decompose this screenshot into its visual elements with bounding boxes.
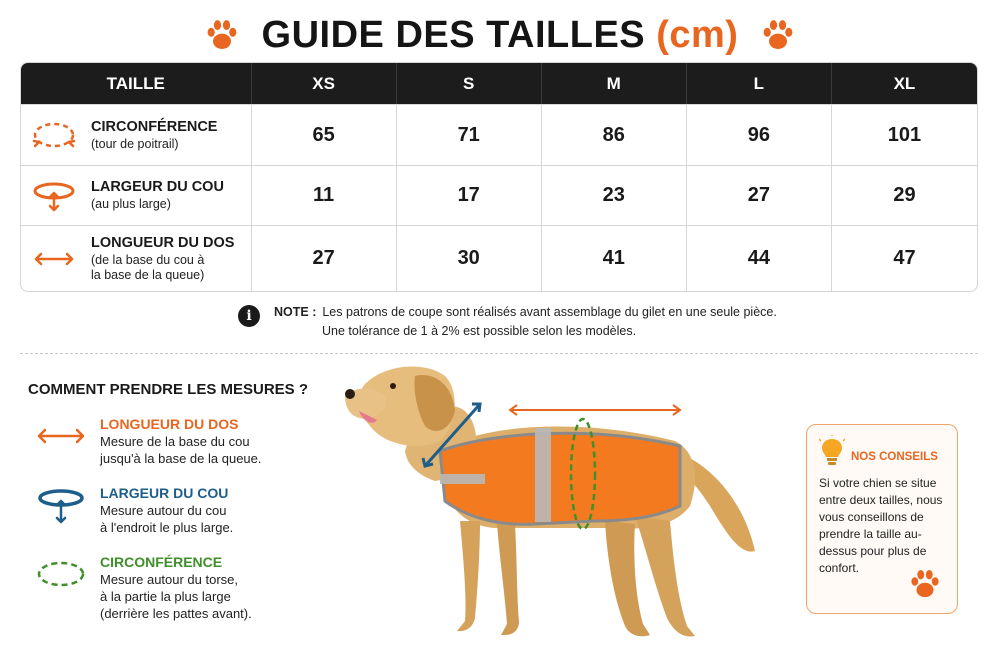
header-size-label: TAILLE bbox=[21, 63, 252, 104]
row-label bbox=[21, 226, 252, 291]
measure-title: LONGUEUR DU DOS bbox=[100, 416, 239, 432]
row-label bbox=[21, 105, 252, 165]
measure-desc: jusqu'à la base de la queue. bbox=[100, 451, 262, 466]
row-title: LONGUEUR DU DOS bbox=[91, 234, 235, 251]
title-unit: (cm) bbox=[656, 13, 739, 56]
info-icon: i bbox=[238, 305, 260, 327]
back-length-icon bbox=[36, 416, 86, 456]
lightbulb-icon bbox=[819, 435, 845, 469]
paw-icon bbox=[204, 17, 240, 53]
row-subtitle: la base de la queue) bbox=[91, 267, 205, 282]
table-row bbox=[21, 165, 977, 225]
title-main: GUIDE DES TAILLES bbox=[261, 13, 646, 56]
measure-desc: à la partie la plus large bbox=[100, 589, 231, 604]
row-title: CIRCONFÉRENCE bbox=[91, 118, 218, 135]
advice-card bbox=[806, 424, 958, 614]
note-line-1: Les patrons de coupe sont réalisés avant assemblage du gilet en une seule pièce. bbox=[322, 305, 777, 319]
table-row bbox=[21, 104, 977, 165]
dog-illustration bbox=[345, 356, 785, 661]
cell-value: 47 bbox=[893, 247, 916, 269]
circumference-icon bbox=[31, 118, 77, 152]
row-title: LARGEUR DU COU bbox=[91, 179, 224, 195]
row-subtitle: (de la base du cou à bbox=[91, 252, 205, 267]
cell-value: 27 bbox=[687, 166, 832, 225]
cell-value: 86 bbox=[542, 105, 687, 165]
back-length-icon bbox=[31, 242, 77, 276]
header-size-xs: XS bbox=[252, 63, 397, 104]
cell-value: 29 bbox=[893, 184, 916, 206]
row-subtitle: (tour de poitrail) bbox=[91, 136, 179, 151]
header-size-m: M bbox=[542, 63, 687, 104]
cell-value: 96 bbox=[687, 105, 832, 165]
cell-value: 41 bbox=[542, 226, 687, 291]
header-size-l: L bbox=[687, 63, 832, 104]
page-title bbox=[262, 14, 739, 57]
cell-value: 101 bbox=[887, 123, 922, 146]
measure-desc: (derrière les pattes avant). bbox=[100, 606, 252, 621]
measure-back-length bbox=[36, 416, 262, 467]
row-subtitle: (au plus large) bbox=[91, 197, 171, 211]
measure-neck-width bbox=[36, 485, 233, 536]
circumference-icon bbox=[36, 554, 86, 594]
table-header bbox=[21, 63, 977, 104]
measure-title: CIRCONFÉRENCE bbox=[100, 554, 223, 570]
neck-width-icon bbox=[31, 179, 77, 213]
header-size-xl: XL bbox=[893, 73, 916, 93]
cell-value: 23 bbox=[542, 166, 687, 225]
measure-desc: à l'endroit le plus large. bbox=[100, 520, 234, 535]
paw-icon bbox=[907, 567, 943, 601]
note bbox=[238, 303, 858, 341]
note-label: NOTE : bbox=[274, 305, 317, 319]
measure-desc: Mesure autour du cou bbox=[100, 503, 227, 518]
howto-title: COMMENT PRENDRE LES MESURES ? bbox=[28, 381, 309, 398]
cell-value: 30 bbox=[397, 226, 542, 291]
advice-text: Si votre chien se situe entre deux tailles, nous vous conseillons de prendre la taille au-dessus pour plus de confort. bbox=[819, 476, 943, 575]
advice-title: NOS CONSEILS bbox=[851, 451, 938, 463]
cell-value: 11 bbox=[252, 166, 397, 225]
row-label bbox=[21, 166, 252, 225]
measure-desc: Mesure autour du torse, bbox=[100, 572, 239, 587]
cell-value: 27 bbox=[252, 226, 397, 291]
cell-value: 71 bbox=[397, 105, 542, 165]
note-line-2: Une tolérance de 1 à 2% est possible selon les modèles. bbox=[322, 324, 637, 338]
measure-circumference bbox=[36, 554, 252, 622]
neck-width-icon bbox=[36, 485, 86, 525]
table-row bbox=[21, 225, 977, 291]
cell-value: 65 bbox=[252, 105, 397, 165]
measure-title: LARGEUR DU COU bbox=[100, 485, 229, 501]
cell-value: 44 bbox=[687, 226, 832, 291]
divider bbox=[20, 353, 978, 354]
header-size-s: S bbox=[397, 63, 542, 104]
title-bar bbox=[0, 12, 1000, 58]
measure-desc: Mesure de la base du cou bbox=[100, 434, 250, 449]
paw-icon bbox=[760, 17, 796, 53]
size-table bbox=[20, 62, 978, 292]
cell-value: 17 bbox=[397, 166, 542, 225]
